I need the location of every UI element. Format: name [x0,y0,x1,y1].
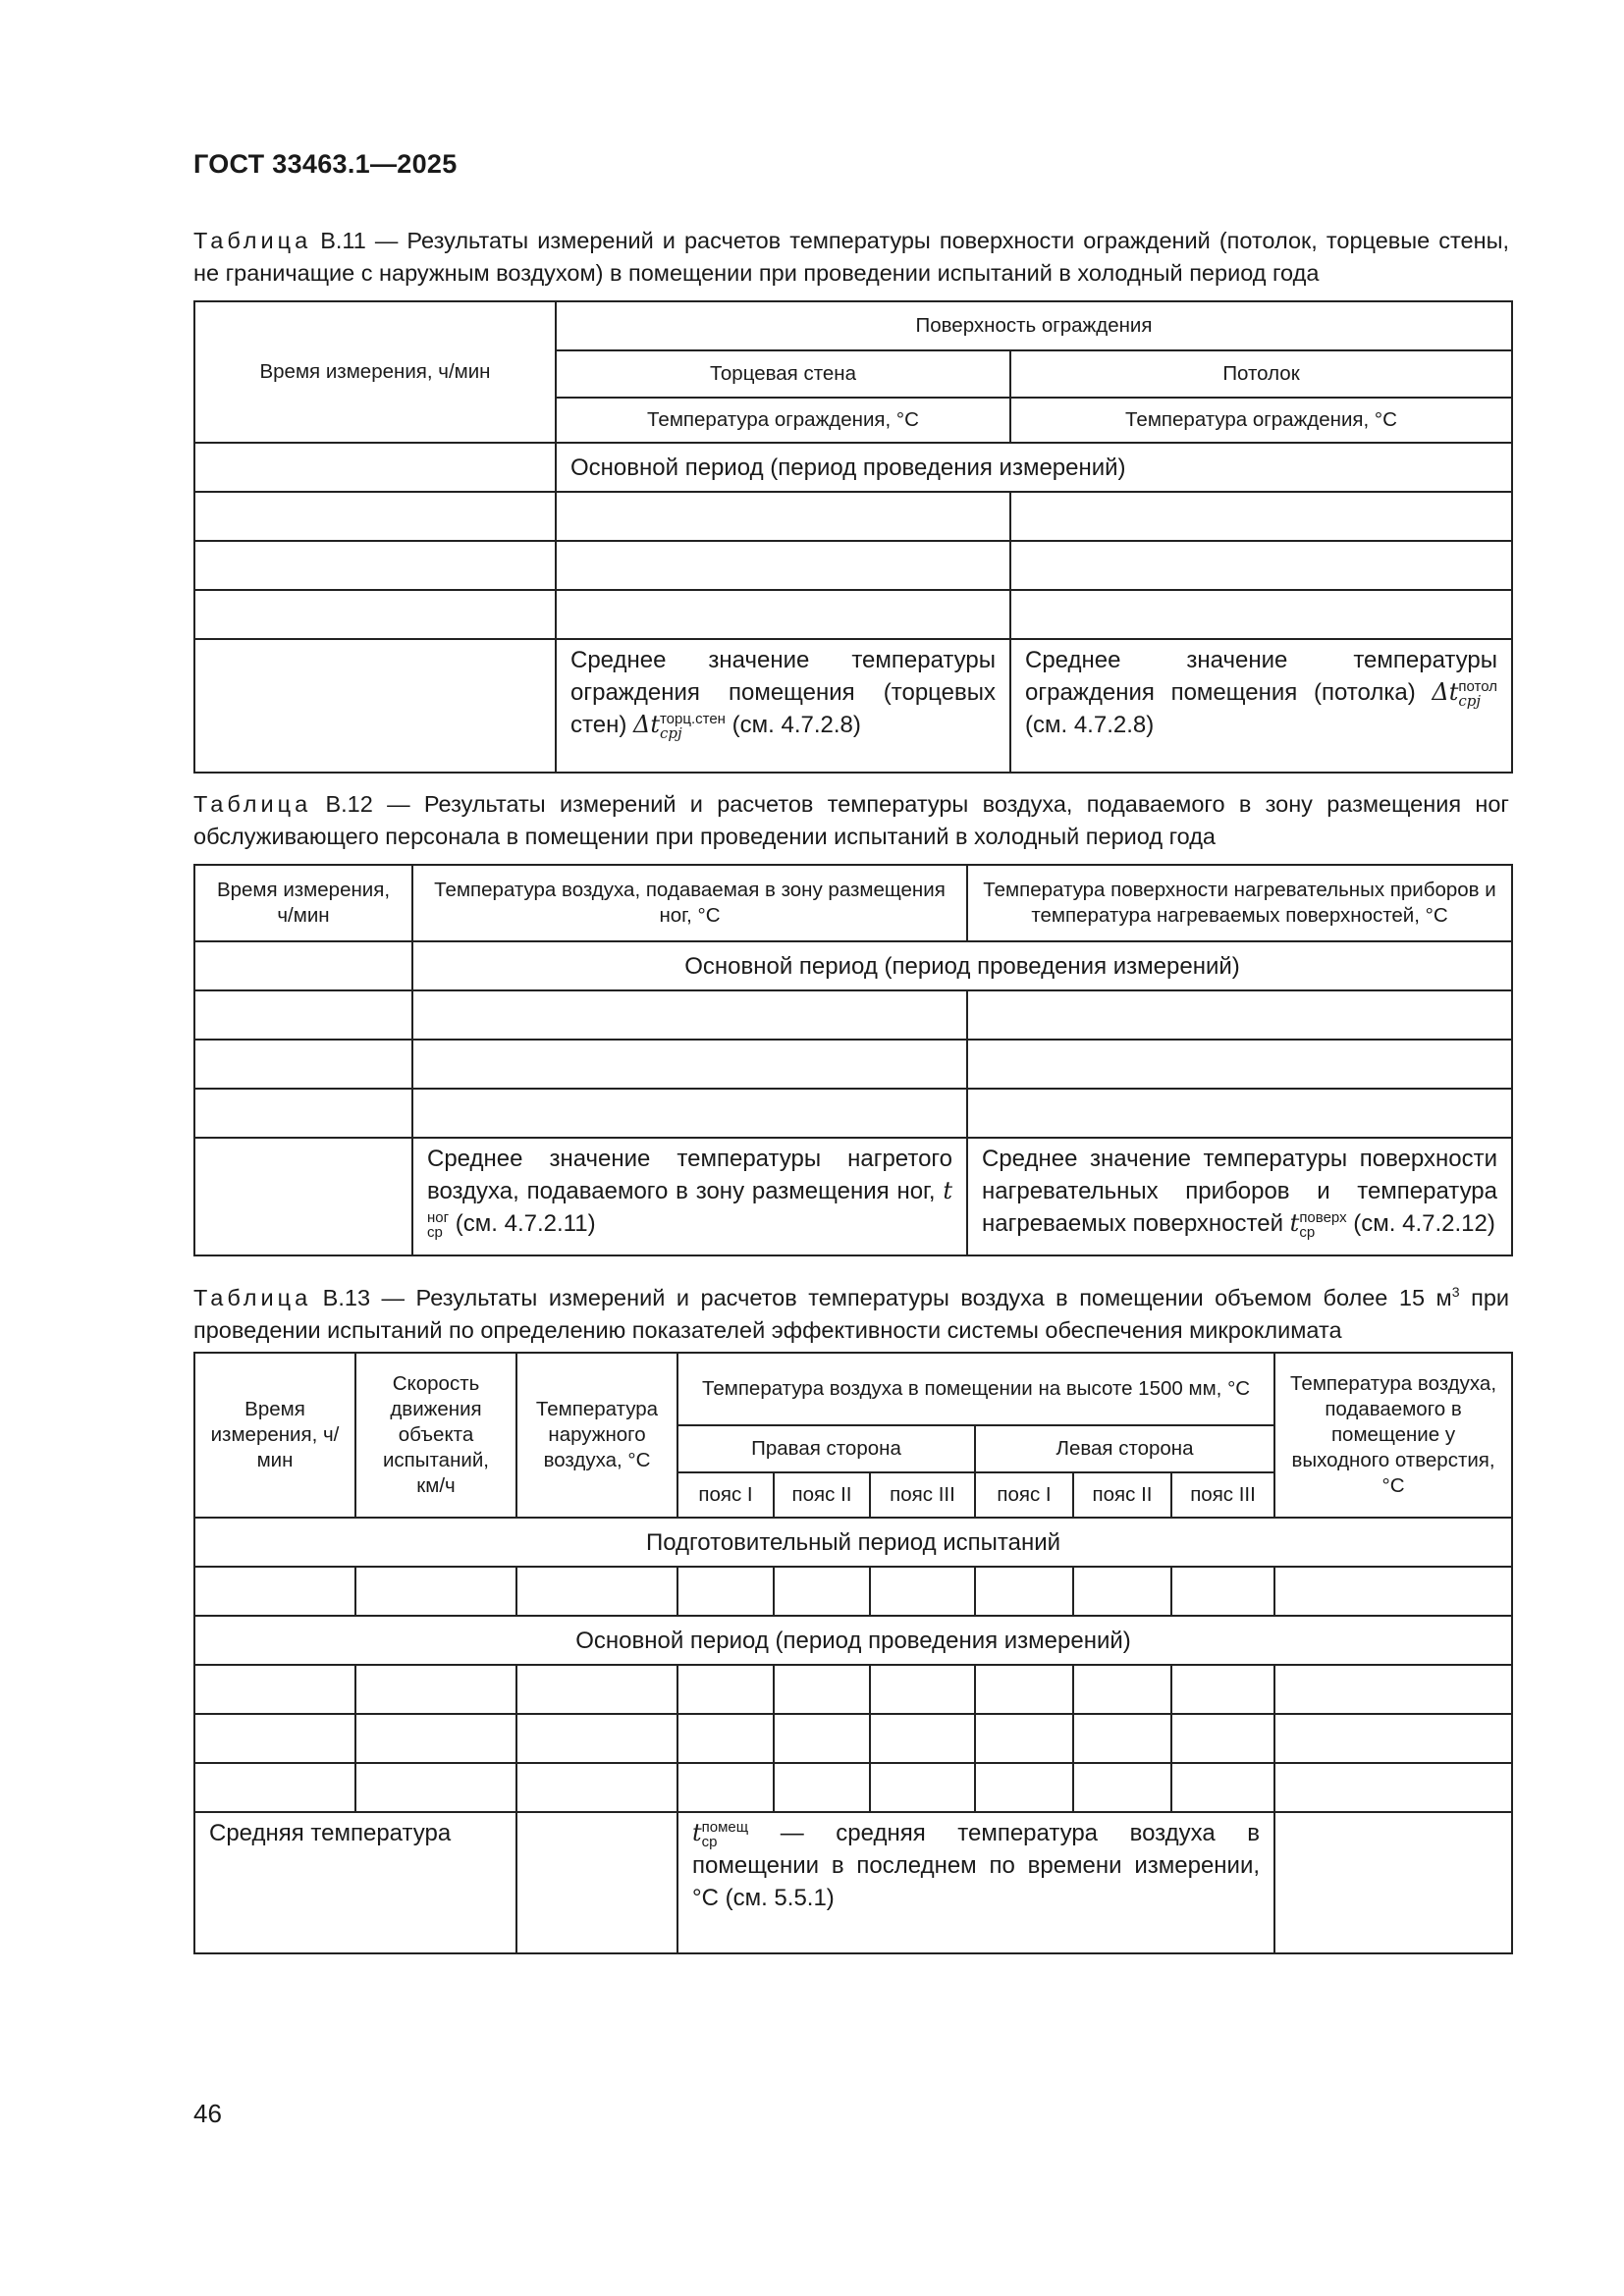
group-air-header: Температура воздуха в помещении на высоте 1500 мм, °С [677,1353,1274,1425]
table-row [194,1040,1512,1089]
col-time-header: Время измерения, ч/мин [194,301,556,443]
table-b11 [193,300,1513,774]
caption-text: В.11 — Результаты измерений и расчетов температуры поверхности ограждений (потолок, торцевые стены, не граничащие с наружным воздухом) в помещении при проведении испытаний в холодный период года [193,228,1509,286]
document-header: ГОСТ 33463.1—2025 [193,149,458,179]
belt-2-header: пояс II [1073,1472,1171,1518]
empty-cell [194,1138,412,1255]
caption-label: Таблица [193,228,312,253]
table-row [194,990,1512,1040]
table-row [194,1763,1512,1812]
table-row [194,1089,1512,1138]
caption-text: В.13 — Результаты измерений и расчетов температуры воздуха в помещении объемом более 15 м [311,1284,1452,1310]
sub-temp-header: Температура ограждения, °С [1010,398,1512,443]
caption-text-2: при проведении испытаний по определению показателей эффективности системы обеспечения микроклимата [193,1284,1510,1343]
belt-1-header: пояс I [677,1472,774,1518]
table-row [194,1714,1512,1763]
col-end-wall-header: Торцевая стена [556,350,1010,398]
main-period-label: Основной период (период проведения измерений) [556,443,1512,492]
table-b11-caption [193,225,1509,290]
col-air-header: Температура воздуха, подаваемая в зону размещения ног, °С [412,865,967,941]
table-row [194,492,1512,541]
table-b13-caption [193,1276,1509,1347]
page-number: 46 [193,2099,222,2128]
avg-end-wall-cell: Среднее значение температуры ограждения помещения (торцевых стен) Δt торц.стен срj (см. 4.7.2.8) [556,639,1010,773]
left-side-header: Левая сторона [975,1425,1274,1472]
caption-label: Таблица [193,791,312,817]
caption-sup: 3 [1451,1284,1460,1300]
table-b12-caption [193,788,1509,853]
avg-air-cell: Среднее значение температуры нагретого воздуха, подаваемого в зону размещения ног, t ног ср (см. 4.7.2.11) [412,1138,967,1255]
avg-desc-cell: t помещ ср — средняя температура воздуха в помещении в последнем по времени измерении, °С (см. 5.5.1) [677,1812,1274,1953]
table-row [194,1567,1512,1616]
empty-cell [1274,1812,1512,1953]
table-row [194,590,1512,639]
empty-cell [194,941,412,990]
col-ceiling-header: Потолок [1010,350,1512,398]
table-row [194,541,1512,590]
avg-ceiling-cell: Среднее значение температуры ограждения помещения (потолка) Δt потол срj (см. 4.7.2.8) [1010,639,1512,773]
empty-cell [516,1812,677,1953]
empty-cell [194,639,556,773]
belt-3-header: пояс III [1171,1472,1274,1518]
belt-2-header: пояс II [774,1472,870,1518]
sub-temp-header: Температура ограждения, °С [556,398,1010,443]
col-outdoor-header: Температура наружного воздуха, °С [516,1353,677,1518]
avg-label-cell: Средняя температура [194,1812,516,1953]
col-supply-header: Температура воздуха, подаваемого в помещение у выходного отверстия, °С [1274,1353,1512,1518]
prep-period-label: Подготовительный период испытаний [194,1518,1512,1567]
caption-label: Таблица [193,1284,312,1310]
belt-3-header: пояс III [870,1472,975,1518]
avg-surface-cell: Среднее значение температуры поверхности нагревательных приборов и температура нагреваемых поверхностей t поверх ср (см. 4.7.2.12) [967,1138,1512,1255]
col-time-header: Время измерения, ч/мин [194,1353,355,1518]
table-b12 [193,864,1513,1256]
belt-1-header: пояс I [975,1472,1073,1518]
right-side-header: Правая сторона [677,1425,975,1472]
empty-cell [194,443,556,492]
caption-text: В.12 — Результаты измерений и расчетов температуры воздуха, подаваемого в зону размещения ног обслуживающего персонала в помещении при проведении испытаний в холодный период года [193,791,1509,849]
main-period-label: Основной период (период проведения измерений) [412,941,1512,990]
main-period-label: Основной период (период проведения измерений) [194,1616,1512,1665]
col-surface-header: Температура поверхности нагревательных приборов и температура нагреваемых поверхностей, °С [967,865,1512,941]
table-b13 [193,1352,1513,1954]
group-surface-header: Поверхность ограждения [556,301,1512,350]
col-time-header: Время измерения, ч/мин [194,865,412,941]
table-row [194,1665,1512,1714]
col-speed-header: Скорость движения объекта испытаний, км/ч [355,1353,516,1518]
